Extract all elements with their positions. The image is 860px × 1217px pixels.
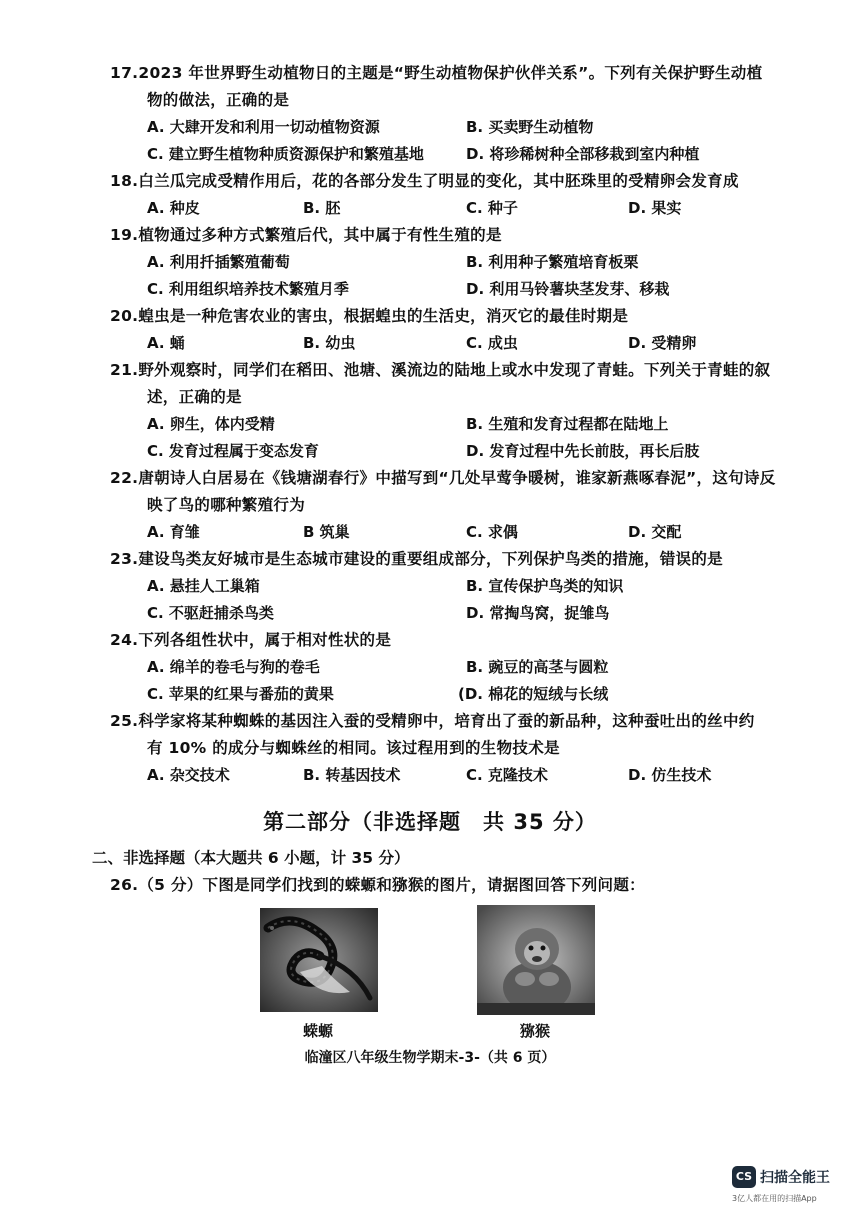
options-row: [110, 114, 790, 141]
options-row: [110, 654, 790, 681]
question-number: 18.: [110, 172, 139, 190]
option-b: B 筑巢: [303, 523, 350, 541]
question-23: [110, 546, 790, 627]
question-20: [110, 303, 790, 357]
option-d: D. 利用马铃薯块茎发芽、移栽: [466, 280, 670, 298]
question-text: 下列各组性状中，属于相对性状的是: [138, 631, 392, 649]
question-24: [110, 627, 790, 708]
option-b: B. 豌豆的高茎与圆粒: [466, 658, 609, 676]
option-a: A. 种皮: [147, 199, 200, 217]
question-number: 24.: [110, 631, 139, 649]
options-row: [110, 762, 790, 789]
question-stem: [110, 168, 790, 195]
option-b: B. 买卖野生动植物: [466, 118, 594, 136]
question-26: [110, 872, 790, 899]
options-row: [110, 681, 790, 708]
option-d: D. 果实: [628, 199, 682, 217]
option-b: B. 宣传保护鸟类的知识: [466, 577, 624, 595]
option-a: A. 绵羊的卷毛与狗的卷毛: [147, 658, 320, 676]
question-text: 蝗虫是一种危害农业的害虫，根据蝗虫的生活史，消灭它的最佳时期是: [138, 307, 629, 325]
option-d: (D. 棉花的短绒与长绒: [458, 685, 609, 703]
option-b: B. 利用种子繁殖培育板栗: [466, 253, 639, 271]
option-a: A. 育雏: [147, 523, 200, 541]
question-stem: 26.（5 分）下图是同学们找到的蝾螈和猕猴的图片，请据图回答下列问题：: [110, 876, 645, 894]
figure-caption: 猕猴: [520, 1022, 551, 1040]
question-stem: [110, 627, 790, 654]
option-d: D. 常掏鸟窝，捉雏鸟: [466, 604, 610, 622]
question-text: 植物通过多种方式繁殖后代，其中属于有性生殖的是: [138, 226, 502, 244]
option-c: C. 求偶: [466, 523, 518, 541]
question-stem: [110, 357, 790, 411]
camscanner-logo-icon: CS: [732, 1166, 756, 1188]
option-a: A. 蛹: [147, 334, 185, 352]
options-row: [110, 276, 790, 303]
part-heading: 二、非选择题（本大题共 6 小题，计 35 分）: [92, 849, 410, 867]
options-row: [110, 330, 790, 357]
question-number: 25.: [110, 712, 139, 730]
question-text: 野外观察时，同学们在稻田、池塘、溪流边的陆地上或水中发现了青蛙。下列关于青蛙的叙: [138, 361, 771, 379]
option-d: D. 受精卵: [628, 334, 697, 352]
options-row: [110, 141, 790, 168]
question-25: [110, 708, 790, 789]
option-a: A. 悬挂人工巢箱: [147, 577, 260, 595]
question-text: 科学家将某种蜘蛛的基因注入蚕的受精卵中，培育出了蚕的新品种，这种蚕吐出的丝中约: [138, 712, 755, 730]
question-18: [110, 168, 790, 222]
option-c: C. 克隆技术: [466, 766, 548, 784]
option-b: B. 转基因技术: [303, 766, 401, 784]
salamander-photo: [260, 908, 378, 1012]
question-text: 唐朝诗人白居易在《钱塘湖春行》中描写到“几处早莺争暖树，谁家新燕啄春泥”，这句诗反: [138, 469, 776, 487]
question-number: 19.: [110, 226, 139, 244]
question-21: [110, 357, 790, 465]
question-stem: [110, 465, 790, 519]
options-row: [110, 519, 790, 546]
section-title: 第二部分（非选择题 共 35 分）: [263, 810, 597, 834]
question-number: 17.: [110, 64, 139, 82]
question-stem: [110, 708, 790, 762]
options-row: [110, 195, 790, 222]
option-c: C. 种子: [466, 199, 518, 217]
options-row: [110, 249, 790, 276]
question-text: 白兰瓜完成受精作用后，花的各部分发生了明显的变化，其中胚珠里的受精卵会发育成: [138, 172, 739, 190]
question-number: 22.: [110, 469, 139, 487]
figure-caption: 蝾螈: [303, 1022, 334, 1040]
option-d: D. 交配: [628, 523, 682, 541]
question-text-cont: 映了鸟的哪种繁殖行为: [147, 496, 306, 514]
option-b: B. 生殖和发育过程都在陆地上: [466, 415, 669, 433]
option-b: B. 幼虫: [303, 334, 356, 352]
question-stem: [110, 303, 790, 330]
question-number: 23.: [110, 550, 139, 568]
question-17: [110, 60, 790, 168]
option-a: A. 杂交技术: [147, 766, 230, 784]
option-c: C. 不驱赶捕杀鸟类: [147, 604, 274, 622]
question-text-cont: 有 10% 的成分与蜘蛛丝的相同。该过程用到的生物技术是: [147, 739, 560, 757]
option-c: C. 建立野生植物种质资源保护和繁殖基地: [147, 145, 424, 163]
option-c: C. 利用组织培养技术繁殖月季: [147, 280, 349, 298]
question-stem: [110, 222, 790, 249]
option-c: C. 发育过程属于变态发育: [147, 442, 319, 460]
watermark-slogan: 3亿人都在用的扫描App: [732, 1194, 817, 1203]
option-a: A. 卵生，体内受精: [147, 415, 275, 433]
question-stem: [110, 60, 790, 114]
watermark-name: 扫描全能王: [760, 1170, 830, 1186]
page-footer: 临潼区八年级生物学期末-3-（共 6 页）: [304, 1050, 556, 1066]
option-a: A. 大肆开发和利用一切动植物资源: [147, 118, 380, 136]
question-19: [110, 222, 790, 303]
options-row: [110, 573, 790, 600]
question-text: 建设鸟类友好城市是生态城市建设的重要组成部分，下列保护鸟类的措施，错误的是: [138, 550, 723, 568]
option-b: B. 胚: [303, 199, 341, 217]
option-a: A. 利用扦插繁殖葡萄: [147, 253, 290, 271]
question-number: 20.: [110, 307, 139, 325]
question-stem: [110, 546, 790, 573]
question-text: 2023 年世界野生动植物日的主题是“野生动植物保护伙伴关系”。下列有关保护野生动植: [138, 64, 763, 82]
option-c: C. 成虫: [466, 334, 518, 352]
option-d: D. 发育过程中先长前肢，再长后肢: [466, 442, 700, 460]
question-22: [110, 465, 790, 546]
options-row: [110, 438, 790, 465]
options-row: [110, 411, 790, 438]
question-number: 21.: [110, 361, 139, 379]
options-row: [110, 600, 790, 627]
question-text-cont: 述，正确的是: [147, 388, 242, 406]
option-d: D. 仿生技术: [628, 766, 712, 784]
option-c: C. 苹果的红果与番茄的黄果: [147, 685, 334, 703]
macaque-photo: [477, 905, 595, 1015]
option-d: D. 将珍稀树种全部移栽到室内种植: [466, 145, 700, 163]
question-text-cont: 物的做法，正确的是: [147, 91, 290, 109]
